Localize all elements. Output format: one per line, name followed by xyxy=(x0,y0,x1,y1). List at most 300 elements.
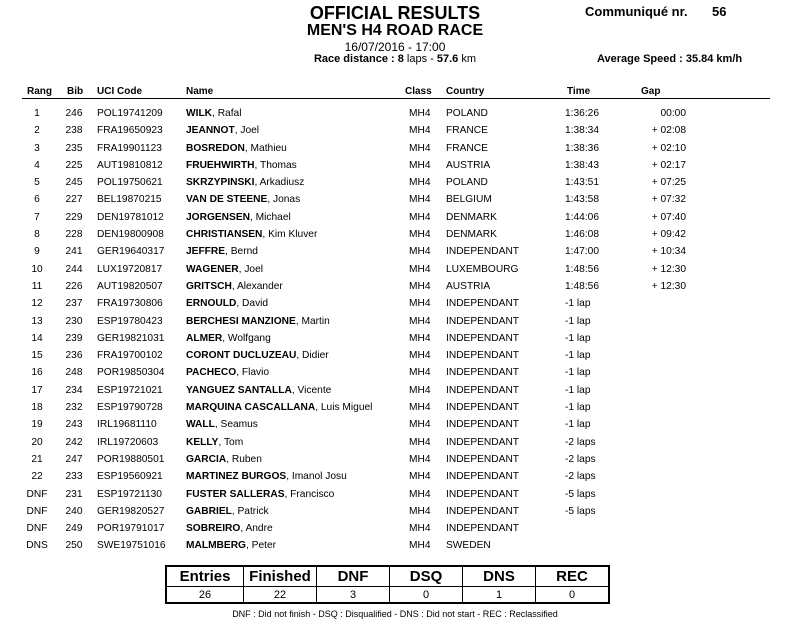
result-uci: POL19741209 xyxy=(97,108,163,119)
result-first-name: Seamus xyxy=(220,419,258,431)
result-uci: AUT19820507 xyxy=(97,280,163,292)
result-rang: DNF xyxy=(26,523,48,535)
result-name: MARQUINA CASCALLANA, Luis Miguel xyxy=(186,402,373,414)
result-first-name: Alexander xyxy=(236,280,283,292)
result-time: 1:43:51 xyxy=(565,177,599,189)
result-name: WALL, Seamus xyxy=(186,419,258,431)
col-country: Country xyxy=(446,86,485,97)
result-uci: ESP19721130 xyxy=(97,488,162,500)
result-bib: 240 xyxy=(65,505,83,517)
result-time: 1:36:26 xyxy=(565,108,599,119)
summary-header-dns: DNS xyxy=(463,566,536,587)
race-distance-laps-unit: laps xyxy=(406,53,428,65)
result-time: 1:48:56 xyxy=(565,263,599,275)
page-title: OFFICIAL RESULTS xyxy=(309,3,481,23)
result-class: MH4 xyxy=(409,177,431,189)
col-uci: UCI Code xyxy=(97,86,142,97)
summary-value-dns: 1 xyxy=(463,587,536,604)
result-uci: FRA19700102 xyxy=(97,350,163,362)
result-gap: + 12:30 xyxy=(651,280,686,292)
result-row xyxy=(0,488,790,505)
summary-value-dnf: 3 xyxy=(317,587,390,604)
result-country: INDEPENDANT xyxy=(446,315,520,327)
result-bib: 246 xyxy=(65,108,83,119)
race-distance-label: Race distance : xyxy=(313,53,398,65)
result-row xyxy=(0,263,790,280)
result-last-name: MARTINEZ BURGOS xyxy=(186,471,287,483)
header-divider xyxy=(22,98,770,99)
race-name: MEN'S H4 ROAD RACE xyxy=(306,22,484,39)
result-gap: + 10:34 xyxy=(651,246,686,258)
result-name: MARTINEZ BURGOS, Imanol Josu xyxy=(186,471,347,483)
result-time: -2 laps xyxy=(565,471,596,483)
result-rang: 10 xyxy=(31,263,43,275)
result-class: MH4 xyxy=(409,298,431,310)
result-rang: 20 xyxy=(31,436,43,448)
result-bib: 231 xyxy=(65,488,83,500)
result-time: -1 lap xyxy=(565,315,591,327)
result-name: CORONT DUCLUZEAU, Didier xyxy=(186,350,329,362)
result-class: MH4 xyxy=(409,350,431,362)
result-first-name: Kim Kluver xyxy=(268,229,318,241)
col-bib: Bib xyxy=(67,86,84,97)
results-list xyxy=(0,107,790,557)
result-row xyxy=(0,176,790,193)
result-last-name: BERCHESI MANZIONE xyxy=(186,315,296,327)
result-class: MH4 xyxy=(409,453,431,465)
result-row xyxy=(0,401,790,418)
result-class: MH4 xyxy=(409,246,431,258)
result-name: GARCIA, Ruben xyxy=(186,453,262,465)
result-country: INDEPENDANT xyxy=(446,246,520,258)
result-time: -1 lap xyxy=(565,402,591,414)
result-name: GRITSCH, Alexander xyxy=(186,280,283,292)
result-bib: 244 xyxy=(65,263,83,275)
col-time: Time xyxy=(567,86,591,97)
result-country: INDEPENDANT xyxy=(446,453,520,465)
col-name: Name xyxy=(186,86,214,97)
result-bib: 245 xyxy=(65,177,83,189)
result-last-name: GARCIA xyxy=(186,453,227,465)
result-uci: POL19750621 xyxy=(97,177,163,189)
result-country: INDEPENDANT xyxy=(446,350,520,362)
result-bib: 228 xyxy=(65,229,83,241)
result-bib: 233 xyxy=(65,471,83,483)
result-rang: 14 xyxy=(31,332,43,344)
result-name: JORGENSEN, Michael xyxy=(186,211,291,223)
result-first-name: Didier xyxy=(302,350,329,362)
result-first-name: Peter xyxy=(251,540,277,552)
result-name: WILK, Rafal xyxy=(186,108,242,119)
result-rang: 2 xyxy=(34,125,40,137)
result-uci: GER19820527 xyxy=(97,505,165,517)
result-rang: 16 xyxy=(31,367,43,379)
result-rang: 19 xyxy=(31,419,43,431)
result-class: MH4 xyxy=(409,229,431,241)
result-rang: 3 xyxy=(34,142,40,154)
result-class: MH4 xyxy=(409,436,431,448)
result-country: INDEPENDANT xyxy=(446,505,520,517)
result-last-name: CORONT DUCLUZEAU xyxy=(186,350,297,362)
result-time: -5 laps xyxy=(565,488,596,500)
result-last-name: JORGENSEN xyxy=(186,211,250,223)
result-gap: + 02:17 xyxy=(651,159,686,171)
result-last-name: WAGENER xyxy=(186,263,239,275)
result-class: MH4 xyxy=(409,402,431,414)
result-last-name: CHRISTIANSEN xyxy=(186,229,263,241)
result-time: 1:38:36 xyxy=(565,142,599,154)
result-row xyxy=(0,436,790,453)
result-name: MALMBERG, Peter xyxy=(186,540,277,552)
result-bib: 239 xyxy=(65,332,83,344)
result-country: LUXEMBOURG xyxy=(446,263,519,275)
result-last-name: FUSTER SALLERAS xyxy=(186,488,285,500)
result-time: 1:38:43 xyxy=(565,159,599,171)
summary-value-dsq: 0 xyxy=(390,587,463,604)
race-distance-laps: 8 xyxy=(397,53,404,65)
result-row xyxy=(0,315,790,332)
result-country: SWEDEN xyxy=(446,540,491,552)
result-first-name: Martin xyxy=(301,315,330,327)
result-country: INDEPENDANT xyxy=(446,384,520,396)
result-row xyxy=(0,349,790,366)
result-class: MH4 xyxy=(409,367,431,379)
result-time: 1:38:34 xyxy=(565,125,599,137)
result-row xyxy=(0,228,790,245)
col-class: Class xyxy=(405,86,432,97)
result-last-name: MALMBERG xyxy=(186,540,246,552)
result-last-name: ALMER xyxy=(186,332,223,344)
result-uci: FRA19650923 xyxy=(97,125,163,137)
result-last-name: VAN DE STEENE xyxy=(186,194,268,206)
result-first-name: Patrick xyxy=(237,505,269,517)
result-uci: POR19850304 xyxy=(97,367,165,379)
result-class: MH4 xyxy=(409,211,431,223)
result-first-name: Tom xyxy=(223,436,244,448)
result-country: AUSTRIA xyxy=(446,159,491,171)
result-country: FRANCE xyxy=(446,125,488,137)
result-country: BELGIUM xyxy=(446,194,492,206)
result-bib: 232 xyxy=(65,402,83,414)
result-time: 1:43:58 xyxy=(565,194,599,206)
result-name: YANGUEZ SANTALLA, Vicente xyxy=(186,384,332,396)
result-name: PACHECO, Flavio xyxy=(186,367,270,379)
result-rang: 6 xyxy=(34,194,40,206)
result-row xyxy=(0,211,790,228)
result-class: MH4 xyxy=(409,540,431,552)
result-bib: 243 xyxy=(65,419,83,431)
result-first-name: Luis Miguel xyxy=(320,402,373,414)
result-rang: 4 xyxy=(34,159,40,171)
result-row xyxy=(0,297,790,314)
communique-label: Communiqué nr. xyxy=(585,4,688,19)
result-rang: 18 xyxy=(31,402,43,414)
result-rang: DNS xyxy=(26,540,48,552)
result-last-name: WILK xyxy=(186,108,213,119)
result-row xyxy=(0,159,790,176)
result-class: MH4 xyxy=(409,315,431,327)
result-rang: 9 xyxy=(34,246,40,258)
result-country: INDEPENDANT xyxy=(446,436,520,448)
summary-value-entries: 26 xyxy=(166,587,244,604)
result-class: MH4 xyxy=(409,332,431,344)
result-first-name: Ruben xyxy=(231,453,262,465)
result-first-name: Vicente xyxy=(297,384,332,396)
result-row xyxy=(0,332,790,349)
result-last-name: ERNOULD xyxy=(186,298,237,310)
result-country: AUSTRIA xyxy=(446,280,491,292)
result-country: POLAND xyxy=(446,108,488,119)
result-class: MH4 xyxy=(409,125,431,137)
summary-value-rec: 0 xyxy=(536,587,610,604)
result-uci: IRL19720603 xyxy=(97,436,159,448)
result-uci: IRL19681110 xyxy=(97,419,157,431)
result-first-name: Wolfgang xyxy=(227,332,271,344)
result-first-name: Flavio xyxy=(241,367,270,379)
result-name: SKRZYPINSKI, Arkadiusz xyxy=(186,177,305,189)
result-name: JEANNOT, Joel xyxy=(186,125,260,137)
race-distance-sep: - xyxy=(427,53,437,65)
result-last-name: PACHECO xyxy=(186,367,237,379)
result-time: 1:47:00 xyxy=(565,246,599,258)
result-uci: FRA19901123 xyxy=(97,142,162,154)
result-gap: + 12:30 xyxy=(651,263,686,275)
result-time: -5 laps xyxy=(565,505,596,517)
result-bib: 238 xyxy=(65,125,83,137)
result-name: KELLY, Tom xyxy=(186,436,244,448)
result-last-name: FRUEHWIRTH xyxy=(186,159,255,171)
result-bib: 229 xyxy=(65,211,83,223)
result-name: ERNOULD, David xyxy=(186,298,269,310)
result-row xyxy=(0,470,790,487)
result-gap: 00:00 xyxy=(660,108,686,119)
result-rang: 1 xyxy=(34,108,40,119)
result-rang: DNF xyxy=(26,505,48,517)
result-bib: 241 xyxy=(65,246,83,258)
result-name: BOSREDON, Mathieu xyxy=(186,142,287,154)
result-uci: ESP19721021 xyxy=(97,384,163,396)
result-rang: 5 xyxy=(34,177,40,189)
result-country: INDEPENDANT xyxy=(446,298,520,310)
result-row xyxy=(0,280,790,297)
result-last-name: KELLY xyxy=(186,436,219,448)
result-gap: + 07:32 xyxy=(651,194,686,206)
result-time: -2 laps xyxy=(565,436,596,448)
result-bib: 226 xyxy=(65,280,83,292)
summary-value-row xyxy=(166,587,609,604)
result-row xyxy=(0,142,790,159)
result-rang: 11 xyxy=(31,280,43,292)
result-class: MH4 xyxy=(409,142,431,154)
summary-header-row xyxy=(166,566,609,587)
result-time: -1 lap xyxy=(565,298,591,310)
result-name: VAN DE STEENE, Jonas xyxy=(186,194,301,206)
result-name: WAGENER, Joel xyxy=(186,263,264,275)
result-gap: + 02:10 xyxy=(651,142,686,154)
result-uci: GER19821031 xyxy=(97,332,165,344)
result-bib: 237 xyxy=(65,298,83,310)
summary-header-finished: Finished xyxy=(244,566,317,587)
race-distance-km-unit: km xyxy=(461,53,477,65)
result-last-name: MARQUINA CASCALLANA xyxy=(186,402,316,414)
result-rang: 8 xyxy=(34,229,40,241)
summary-header-dsq: DSQ xyxy=(390,566,463,587)
summary-value-finished: 22 xyxy=(244,587,317,604)
result-last-name: JEANNOT xyxy=(186,125,235,137)
result-uci: ESP19560921 xyxy=(97,471,163,483)
result-first-name: Michael xyxy=(255,211,291,223)
result-class: MH4 xyxy=(409,194,431,206)
summary-header-dnf: DNF xyxy=(317,566,390,587)
result-uci: DEN19800908 xyxy=(97,229,164,241)
result-gap: + 09:42 xyxy=(651,229,686,241)
result-bib: 225 xyxy=(65,159,83,171)
result-last-name: JEFFRE xyxy=(186,246,226,258)
result-time: -1 lap xyxy=(565,419,591,431)
result-uci: DEN19781012 xyxy=(97,211,164,223)
col-rang: Rang xyxy=(27,86,52,97)
result-name: SOBREIRO, Andre xyxy=(186,523,273,535)
result-time: -2 laps xyxy=(565,453,596,465)
result-name: BERCHESI MANZIONE, Martin xyxy=(186,315,330,327)
result-class: MH4 xyxy=(409,384,431,396)
result-time: 1:48:56 xyxy=(565,280,599,292)
result-row xyxy=(0,245,790,262)
result-bib: 248 xyxy=(65,367,83,379)
result-rang: 12 xyxy=(31,298,43,310)
result-time: -1 lap xyxy=(565,384,591,396)
result-first-name: Joel xyxy=(244,263,264,275)
result-uci: SWE19751016 xyxy=(97,540,166,552)
result-rang: 17 xyxy=(31,384,43,396)
result-class: MH4 xyxy=(409,523,431,535)
result-row xyxy=(0,418,790,435)
result-uci: AUT19810812 xyxy=(97,159,163,171)
result-first-name: Arkadiusz xyxy=(259,177,305,189)
result-class: MH4 xyxy=(409,471,431,483)
result-row xyxy=(0,193,790,210)
result-country: DENMARK xyxy=(446,229,497,241)
result-name: FUSTER SALLERAS, Francisco xyxy=(186,488,335,500)
result-row xyxy=(0,539,790,556)
result-class: MH4 xyxy=(409,159,431,171)
result-country: INDEPENDANT xyxy=(446,523,520,535)
result-first-name: Francisco xyxy=(290,488,335,500)
result-rang: 13 xyxy=(31,315,43,327)
result-country: POLAND xyxy=(446,177,488,189)
result-first-name: Thomas xyxy=(259,159,297,171)
footnote: DNF : Did not finish - DSQ : Disqualified - DNS : Did not start - REC : Reclassified xyxy=(232,609,558,619)
result-bib: 242 xyxy=(65,436,83,448)
result-rang: 22 xyxy=(31,471,43,483)
result-first-name: David xyxy=(242,298,269,310)
col-gap: Gap xyxy=(641,86,661,97)
result-country: INDEPENDANT xyxy=(446,402,520,414)
race-datetime: 16/07/2016 - 17:00 xyxy=(344,40,446,54)
result-first-name: Mathieu xyxy=(250,142,287,154)
result-time: -1 lap xyxy=(565,367,591,379)
result-first-name: Bernd xyxy=(230,246,258,258)
result-bib: 235 xyxy=(65,142,83,154)
result-time: 1:46:08 xyxy=(565,229,599,241)
result-country: INDEPENDANT xyxy=(446,488,520,500)
result-rang: 15 xyxy=(31,350,43,362)
result-uci: ESP19790728 xyxy=(97,402,163,414)
result-class: MH4 xyxy=(409,419,431,431)
result-bib: 230 xyxy=(65,315,83,327)
communique-number: 56 xyxy=(712,4,727,19)
average-speed: Average Speed : 35.84 km/h xyxy=(597,53,743,65)
result-first-name: Joel xyxy=(240,125,260,137)
result-first-name: Jonas xyxy=(273,194,301,206)
result-uci: LUX19720817 xyxy=(97,263,163,275)
result-country: INDEPENDANT xyxy=(446,471,520,483)
result-time: -1 lap xyxy=(565,350,591,362)
result-first-name: Rafal xyxy=(217,108,242,119)
result-name: CHRISTIANSEN, Kim Kluver xyxy=(186,229,318,241)
summary-table xyxy=(165,565,610,604)
result-gap: + 07:25 xyxy=(651,177,686,189)
result-rang: 7 xyxy=(34,211,40,223)
result-row xyxy=(0,505,790,522)
result-bib: 247 xyxy=(65,453,83,465)
result-country: INDEPENDANT xyxy=(446,332,520,344)
result-row xyxy=(0,453,790,470)
result-row xyxy=(0,384,790,401)
result-class: MH4 xyxy=(409,108,431,119)
result-last-name: GABRIEL xyxy=(186,505,232,517)
result-country: INDEPENDANT xyxy=(446,367,520,379)
result-country: INDEPENDANT xyxy=(446,419,520,431)
result-bib: 250 xyxy=(65,540,83,552)
result-uci: POR19880501 xyxy=(97,453,165,465)
result-gap: + 02:08 xyxy=(651,125,686,137)
race-distance-km: 57.6 xyxy=(436,53,459,65)
result-last-name: YANGUEZ SANTALLA xyxy=(186,384,292,396)
result-row xyxy=(0,366,790,383)
result-bib: 227 xyxy=(65,194,83,206)
result-last-name: SOBREIRO xyxy=(186,523,241,535)
result-last-name: WALL xyxy=(186,419,215,431)
result-time: -1 lap xyxy=(565,332,591,344)
result-class: MH4 xyxy=(409,280,431,292)
result-last-name: BOSREDON xyxy=(186,142,245,154)
result-first-name: Imanol Josu xyxy=(291,471,347,483)
result-class: MH4 xyxy=(409,263,431,275)
result-country: DENMARK xyxy=(446,211,497,223)
result-name: FRUEHWIRTH, Thomas xyxy=(186,159,297,171)
summary-header-entries: Entries xyxy=(166,566,244,587)
result-class: MH4 xyxy=(409,505,431,517)
result-class: MH4 xyxy=(409,488,431,500)
result-uci: FRA19730806 xyxy=(97,298,163,310)
result-bib: 236 xyxy=(65,350,83,362)
result-uci: POR19791017 xyxy=(97,523,165,535)
result-last-name: GRITSCH xyxy=(186,280,232,292)
result-country: FRANCE xyxy=(446,142,488,154)
result-row xyxy=(0,124,790,141)
summary-header-rec: REC xyxy=(536,566,610,587)
result-bib: 249 xyxy=(65,523,83,535)
result-uci: GER19640317 xyxy=(97,246,165,258)
result-bib: 234 xyxy=(65,384,83,396)
result-row xyxy=(0,522,790,539)
result-uci: BEL19870215 xyxy=(97,194,162,206)
result-rang: DNF xyxy=(26,488,48,500)
result-first-name: Andre xyxy=(245,523,273,535)
result-name: ALMER, Wolfgang xyxy=(186,332,271,344)
result-row xyxy=(0,107,790,124)
